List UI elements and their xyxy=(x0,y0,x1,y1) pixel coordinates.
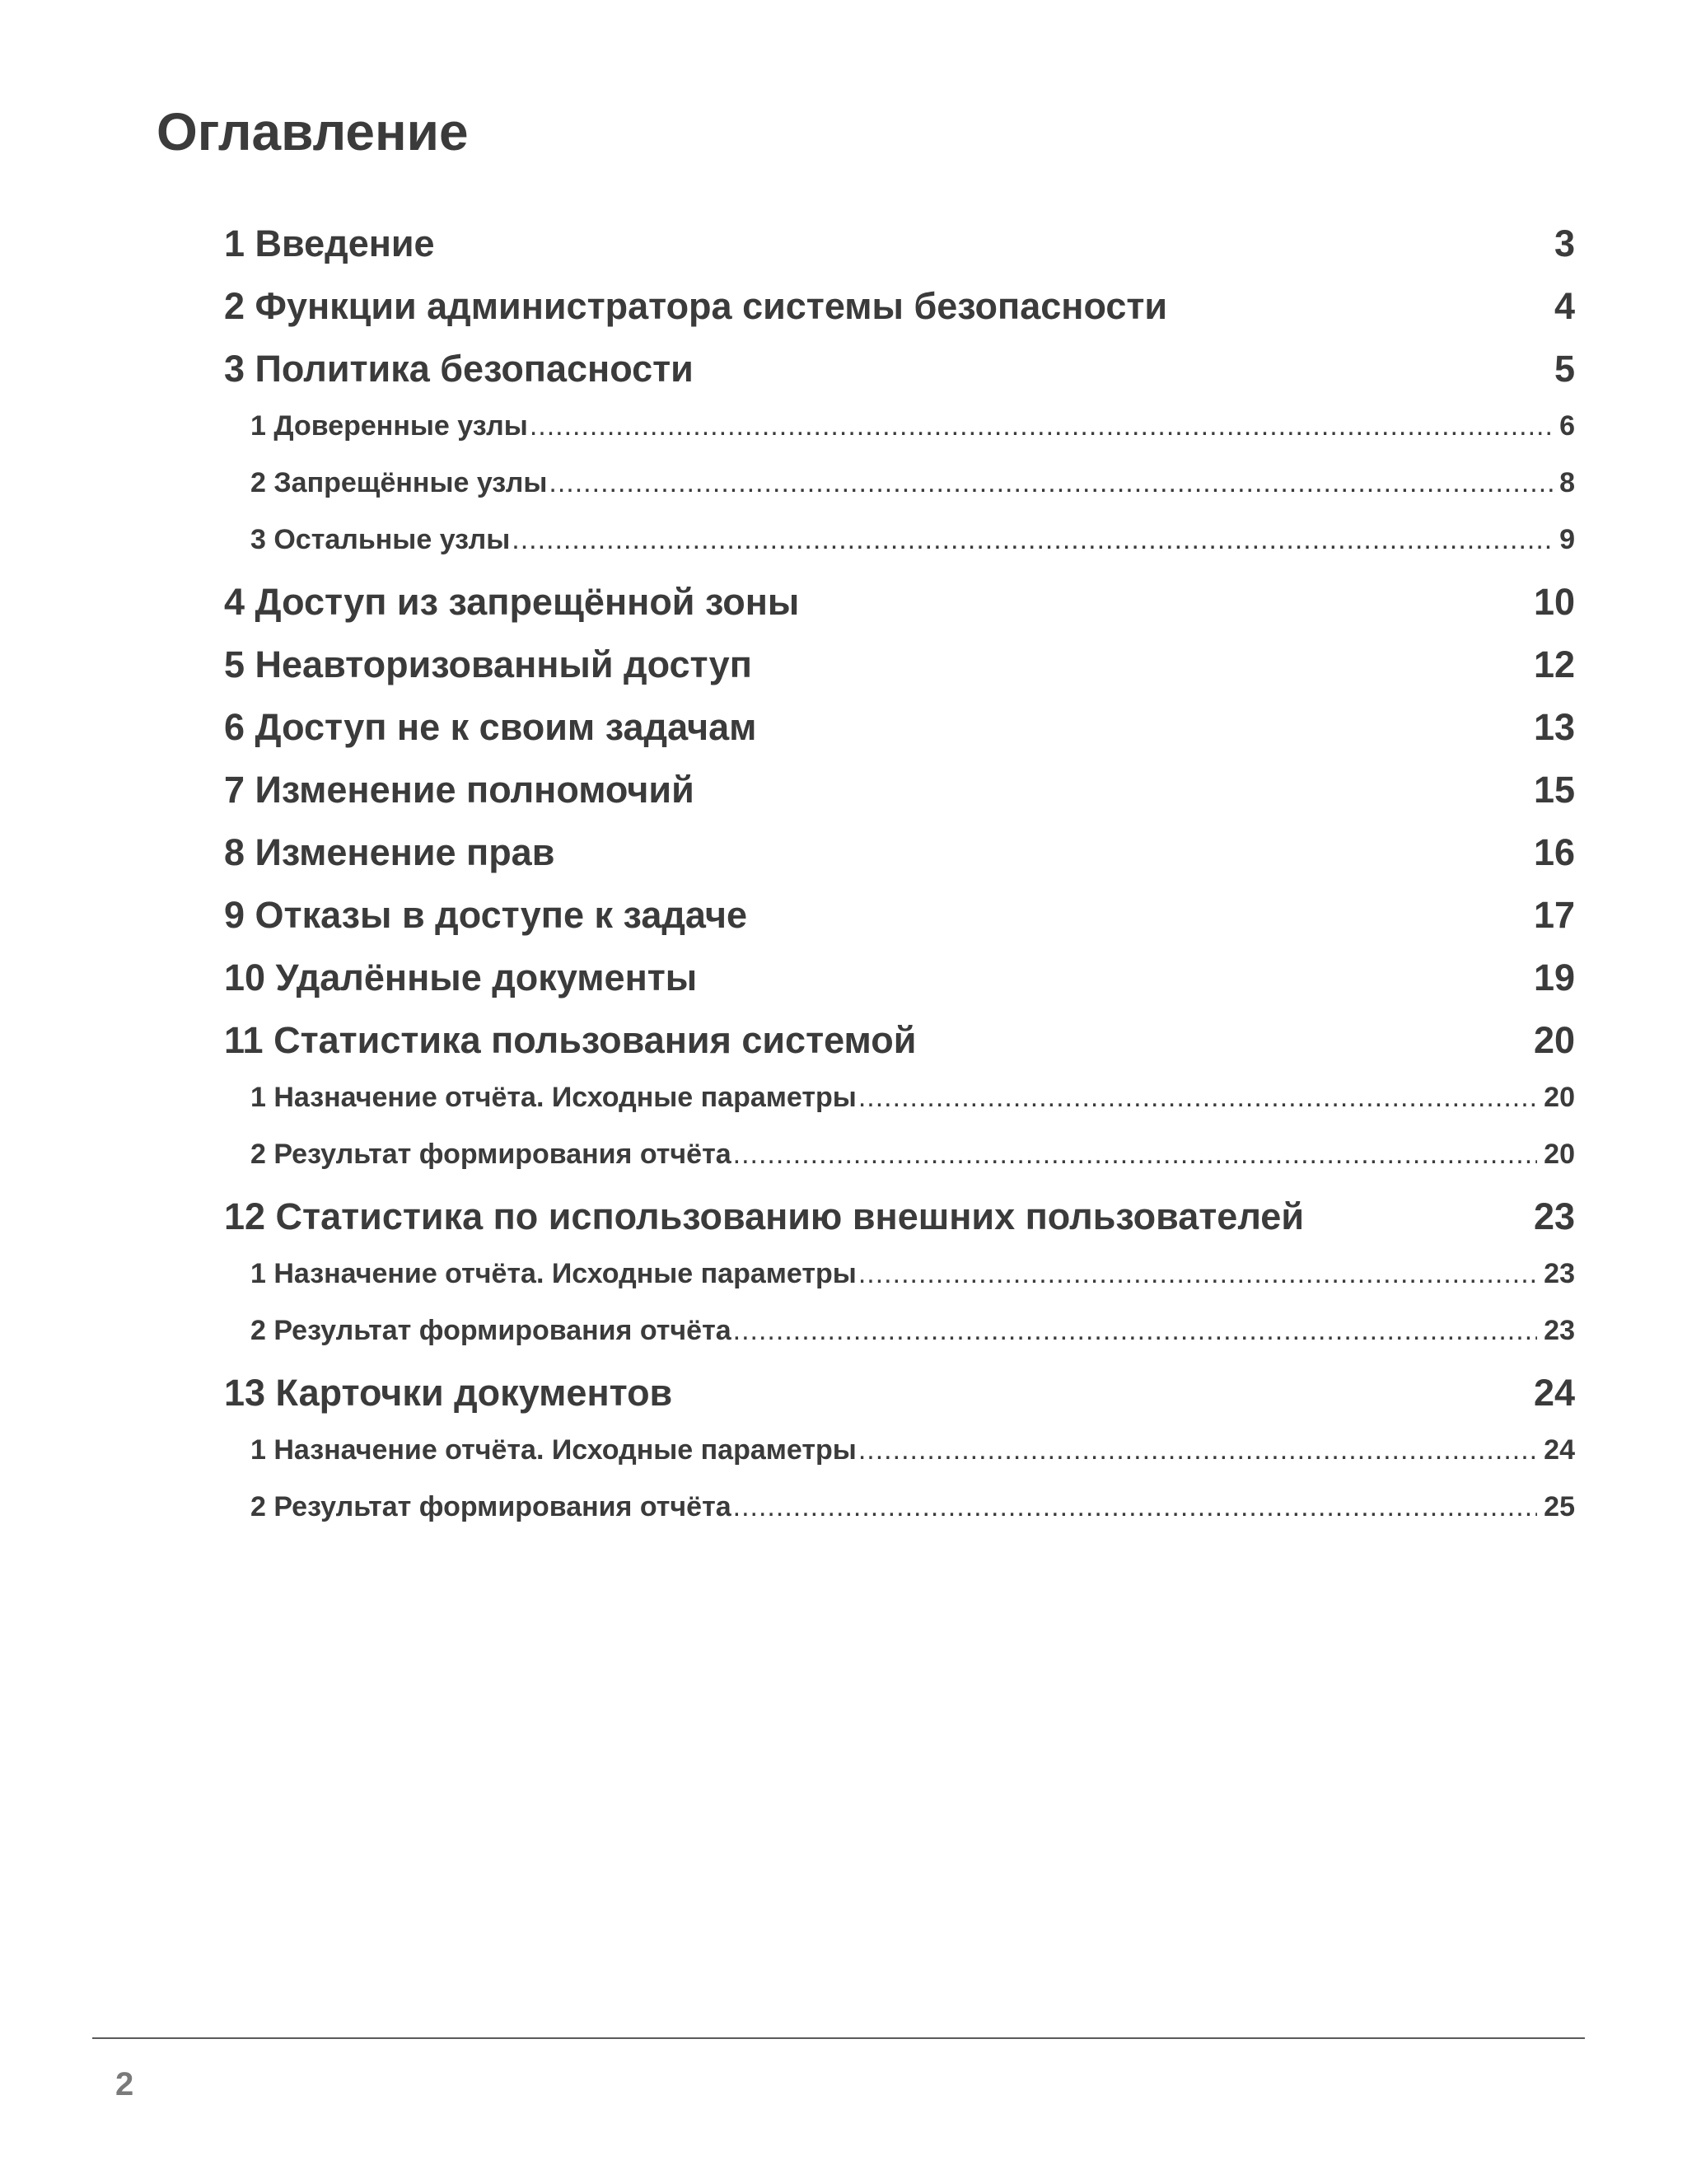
toc-entry-page: 23 xyxy=(1544,1315,1575,1346)
toc-entry-title: 2 Результат формирования отчёта xyxy=(250,1315,731,1346)
toc-entry-page: 8 xyxy=(1559,467,1575,498)
toc-entry-page: 10 xyxy=(1533,581,1575,623)
toc-dot-leader xyxy=(858,1434,1537,1466)
toc-entry-page: 16 xyxy=(1533,831,1575,873)
toc-entry-page: 19 xyxy=(1533,956,1575,998)
toc-dot-leader xyxy=(549,467,1553,499)
toc-entry-title: 1 Доверенные узлы xyxy=(250,410,528,442)
toc-subentry[interactable] xyxy=(224,467,1575,524)
toc-subentry[interactable] xyxy=(224,524,1575,581)
toc-entry-page: 17 xyxy=(1533,894,1575,936)
toc-entry[interactable] xyxy=(224,1372,1575,1434)
toc-entry-title: 2 Результат формирования отчёта xyxy=(250,1491,731,1522)
toc-subentry[interactable] xyxy=(224,1139,1575,1195)
toc-entry[interactable] xyxy=(224,706,1575,769)
toc-entry-page: 9 xyxy=(1559,524,1575,555)
toc-entry[interactable] xyxy=(224,643,1575,706)
toc-entry[interactable] xyxy=(224,285,1575,348)
toc-entry-title: 7 Изменение полномочий xyxy=(224,769,694,811)
toc-entry[interactable] xyxy=(224,769,1575,831)
toc-dot-leader xyxy=(858,1258,1537,1290)
toc-entry-title: 1 Введение xyxy=(224,222,435,264)
toc-entry[interactable] xyxy=(224,1019,1575,1082)
toc-entry-page: 12 xyxy=(1533,643,1575,685)
toc-entry-page: 20 xyxy=(1544,1139,1575,1170)
toc-entry-title: 2 Результат формирования отчёта xyxy=(250,1139,731,1170)
toc-entry[interactable] xyxy=(224,222,1575,285)
toc-dot-leader xyxy=(512,524,1553,556)
table-of-contents xyxy=(224,222,1575,1548)
toc-entry-title: 3 Политика безопасности xyxy=(224,348,694,390)
toc-dot-leader xyxy=(733,1315,1538,1347)
toc-dot-leader xyxy=(733,1139,1538,1171)
toc-entry-title: 2 Запрещённые узлы xyxy=(250,467,548,498)
toc-entry-title: 6 Доступ не к своим задачам xyxy=(224,706,757,748)
toc-entry-page: 24 xyxy=(1544,1434,1575,1466)
toc-entry-page: 24 xyxy=(1533,1372,1575,1414)
toc-entry-page: 25 xyxy=(1544,1491,1575,1522)
toc-entry-title: 1 Назначение отчёта. Исходные параметры xyxy=(250,1082,857,1113)
toc-entry-title: 3 Остальные узлы xyxy=(250,524,511,555)
toc-entry-page: 5 xyxy=(1554,348,1575,390)
toc-entry-page: 23 xyxy=(1544,1258,1575,1289)
toc-entry-title: 4 Доступ из запрещённой зоны xyxy=(224,581,800,623)
toc-entry-title: 5 Неавторизованный доступ xyxy=(224,643,752,685)
toc-entry-title: 9 Отказы в доступе к задаче xyxy=(224,894,747,936)
toc-entry-page: 3 xyxy=(1554,222,1575,264)
toc-entry-title: 8 Изменение прав xyxy=(224,831,555,873)
toc-entry-page: 20 xyxy=(1533,1019,1575,1061)
toc-entry[interactable] xyxy=(224,956,1575,1019)
toc-entry-page: 20 xyxy=(1544,1082,1575,1113)
toc-entry-title: 10 Удалённые документы xyxy=(224,956,698,998)
toc-subentry[interactable] xyxy=(224,410,1575,467)
toc-entry-title: 2 Функции администратора системы безопасности xyxy=(224,285,1168,327)
toc-subentry[interactable] xyxy=(224,1258,1575,1315)
page-number: 2 xyxy=(115,2066,134,2102)
toc-entry-page: 15 xyxy=(1533,769,1575,811)
toc-subentry[interactable] xyxy=(224,1434,1575,1491)
toc-entry-title: 13 Карточки документов xyxy=(224,1372,673,1414)
toc-entry-page: 4 xyxy=(1554,285,1575,327)
toc-entry[interactable] xyxy=(224,581,1575,643)
toc-entry-page: 6 xyxy=(1559,410,1575,442)
toc-subentry[interactable] xyxy=(224,1491,1575,1548)
toc-dot-leader xyxy=(858,1082,1537,1114)
toc-subentry[interactable] xyxy=(224,1082,1575,1139)
toc-entry-title: 12 Статистика по использованию внешних пользователей xyxy=(224,1195,1304,1237)
toc-entry-title: 11 Статистика пользования системой xyxy=(224,1019,917,1061)
toc-entry-title: 1 Назначение отчёта. Исходные параметры xyxy=(250,1434,857,1466)
footer-divider xyxy=(92,2037,1585,2039)
page-title: Оглавление xyxy=(157,102,469,161)
toc-entry[interactable] xyxy=(224,348,1575,410)
toc-subentry[interactable] xyxy=(224,1315,1575,1372)
toc-entry-title: 1 Назначение отчёта. Исходные параметры xyxy=(250,1258,857,1289)
toc-entry[interactable] xyxy=(224,894,1575,956)
toc-dot-leader xyxy=(733,1491,1538,1523)
toc-entry-page: 13 xyxy=(1533,706,1575,748)
toc-entry-page: 23 xyxy=(1533,1195,1575,1237)
toc-entry[interactable] xyxy=(224,831,1575,894)
toc-dot-leader xyxy=(530,410,1553,442)
toc-entry[interactable] xyxy=(224,1195,1575,1258)
